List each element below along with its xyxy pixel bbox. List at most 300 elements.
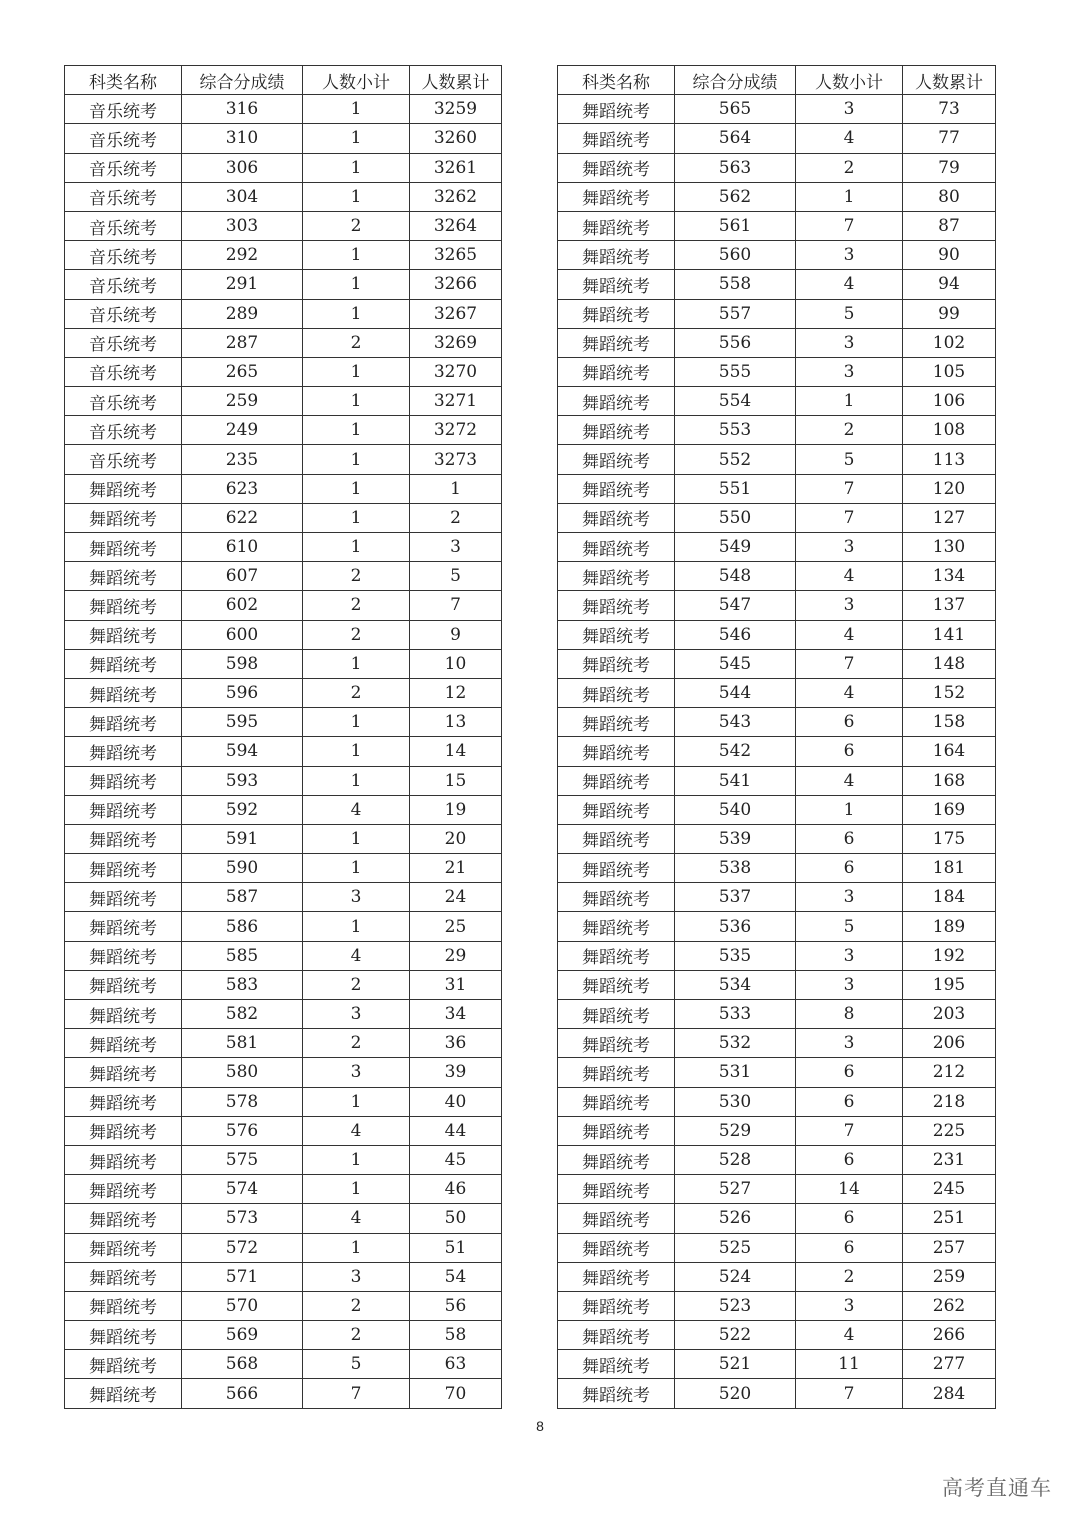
table-row [558, 1175, 996, 1204]
table-row [558, 474, 996, 503]
cell-cumulative: 148 [903, 649, 996, 678]
table-row [65, 1000, 502, 1029]
header-cumulative: 人数累计 [410, 66, 502, 95]
cell-cumulative: 189 [903, 912, 996, 941]
table-row [558, 737, 996, 766]
cell-score: 554 [675, 387, 796, 416]
cell-count: 11 [796, 1350, 903, 1379]
table-row [65, 211, 502, 240]
cell-count: 4 [796, 270, 903, 299]
cell-count: 2 [303, 970, 410, 999]
table-row [65, 241, 502, 270]
table-body-right [558, 95, 996, 1408]
cell-cumulative: 34 [410, 1000, 502, 1029]
cell-count: 3 [303, 1000, 410, 1029]
cell-cumulative: 79 [903, 153, 996, 182]
cell-cumulative: 106 [903, 387, 996, 416]
cell-score: 600 [182, 620, 303, 649]
table-row [558, 416, 996, 445]
cell-cumulative: 130 [903, 533, 996, 562]
cell-count: 1 [303, 153, 410, 182]
cell-score: 598 [182, 649, 303, 678]
table-row [558, 533, 996, 562]
table-row [558, 766, 996, 795]
cell-score: 525 [675, 1233, 796, 1262]
cell-count: 4 [796, 562, 903, 591]
cell-count: 1 [303, 299, 410, 328]
table-row [558, 795, 996, 824]
cell-count: 4 [796, 124, 903, 153]
cell-cumulative: 80 [903, 182, 996, 211]
cell-score: 560 [675, 241, 796, 270]
table-row [65, 795, 502, 824]
cell-cumulative: 181 [903, 854, 996, 883]
cell-score: 544 [675, 678, 796, 707]
table-row [558, 95, 996, 124]
cell-score: 265 [182, 357, 303, 386]
cell-count: 3 [796, 328, 903, 357]
cell-count: 3 [796, 533, 903, 562]
cell-count: 7 [796, 1379, 903, 1408]
cell-subject: 音乐统考 [65, 211, 182, 240]
cell-count: 1 [303, 270, 410, 299]
cell-score: 571 [182, 1262, 303, 1291]
cell-score: 561 [675, 211, 796, 240]
cell-subject: 舞蹈统考 [558, 824, 675, 853]
cell-cumulative: 231 [903, 1145, 996, 1174]
table-row [65, 562, 502, 591]
cell-subject: 舞蹈统考 [558, 95, 675, 124]
table-header-row [65, 66, 502, 95]
cell-count: 1 [303, 912, 410, 941]
cell-cumulative: 21 [410, 854, 502, 883]
cell-subject: 舞蹈统考 [65, 1233, 182, 1262]
cell-subject: 舞蹈统考 [558, 357, 675, 386]
cell-count: 5 [303, 1350, 410, 1379]
cell-score: 585 [182, 941, 303, 970]
cell-score: 548 [675, 562, 796, 591]
cell-subject: 舞蹈统考 [558, 708, 675, 737]
table-header-row [558, 66, 996, 95]
table-row [558, 1145, 996, 1174]
cell-count: 3 [303, 883, 410, 912]
cell-subject: 舞蹈统考 [558, 241, 675, 270]
cell-count: 1 [303, 824, 410, 853]
cell-cumulative: 3273 [410, 445, 502, 474]
cell-subject: 舞蹈统考 [65, 1262, 182, 1291]
cell-subject: 舞蹈统考 [65, 766, 182, 795]
cell-count: 1 [303, 182, 410, 211]
cell-score: 532 [675, 1029, 796, 1058]
cell-count: 7 [796, 1116, 903, 1145]
cell-score: 556 [675, 328, 796, 357]
table-row [65, 708, 502, 737]
cell-cumulative: 54 [410, 1262, 502, 1291]
cell-cumulative: 102 [903, 328, 996, 357]
cell-cumulative: 3272 [410, 416, 502, 445]
cell-score: 287 [182, 328, 303, 357]
cell-cumulative: 90 [903, 241, 996, 270]
cell-score: 592 [182, 795, 303, 824]
cell-count: 1 [303, 1145, 410, 1174]
cell-score: 524 [675, 1262, 796, 1291]
cell-subject: 音乐统考 [65, 387, 182, 416]
cell-cumulative: 277 [903, 1350, 996, 1379]
cell-subject: 舞蹈统考 [558, 1058, 675, 1087]
header-count: 人数小计 [796, 66, 903, 95]
cell-count: 3 [796, 941, 903, 970]
header-score: 综合分成绩 [675, 66, 796, 95]
cell-subject: 舞蹈统考 [558, 766, 675, 795]
cell-cumulative: 134 [903, 562, 996, 591]
cell-score: 562 [675, 182, 796, 211]
cell-cumulative: 152 [903, 678, 996, 707]
cell-count: 6 [796, 1058, 903, 1087]
cell-count: 2 [303, 1321, 410, 1350]
cell-subject: 舞蹈统考 [65, 1145, 182, 1174]
cell-score: 547 [675, 591, 796, 620]
table-row [65, 854, 502, 883]
cell-subject: 舞蹈统考 [558, 1204, 675, 1233]
cell-subject: 舞蹈统考 [558, 1175, 675, 1204]
cell-subject: 舞蹈统考 [65, 1175, 182, 1204]
cell-count: 3 [796, 1291, 903, 1320]
cell-subject: 舞蹈统考 [65, 708, 182, 737]
cell-cumulative: 3259 [410, 95, 502, 124]
cell-subject: 舞蹈统考 [558, 1350, 675, 1379]
cell-score: 564 [675, 124, 796, 153]
cell-score: 572 [182, 1233, 303, 1262]
cell-subject: 舞蹈统考 [558, 1321, 675, 1350]
cell-subject: 舞蹈统考 [558, 328, 675, 357]
table-row [558, 824, 996, 853]
cell-count: 1 [303, 95, 410, 124]
cell-subject: 舞蹈统考 [558, 620, 675, 649]
cell-cumulative: 266 [903, 1321, 996, 1350]
cell-cumulative: 192 [903, 941, 996, 970]
cell-cumulative: 9 [410, 620, 502, 649]
cell-count: 1 [303, 445, 410, 474]
cell-cumulative: 3265 [410, 241, 502, 270]
cell-score: 535 [675, 941, 796, 970]
cell-score: 587 [182, 883, 303, 912]
cell-subject: 舞蹈统考 [558, 474, 675, 503]
cell-subject: 音乐统考 [65, 299, 182, 328]
cell-score: 537 [675, 883, 796, 912]
table-row [558, 649, 996, 678]
table-row [65, 474, 502, 503]
table-row [558, 1379, 996, 1408]
cell-subject: 舞蹈统考 [558, 153, 675, 182]
cell-subject: 舞蹈统考 [65, 1029, 182, 1058]
cell-subject: 舞蹈统考 [65, 824, 182, 853]
cell-count: 1 [303, 124, 410, 153]
table-row [65, 357, 502, 386]
cell-cumulative: 20 [410, 824, 502, 853]
cell-cumulative: 15 [410, 766, 502, 795]
watermark: 高考直通车 [942, 1476, 1052, 1500]
cell-cumulative: 3266 [410, 270, 502, 299]
cell-subject: 舞蹈统考 [65, 737, 182, 766]
table-row [558, 1321, 996, 1350]
cell-subject: 舞蹈统考 [65, 533, 182, 562]
cell-subject: 舞蹈统考 [558, 649, 675, 678]
cell-count: 7 [796, 474, 903, 503]
cell-subject: 舞蹈统考 [558, 1233, 675, 1262]
cell-cumulative: 168 [903, 766, 996, 795]
cell-count: 4 [303, 795, 410, 824]
table-row [65, 766, 502, 795]
table-row [558, 1233, 996, 1262]
cell-score: 292 [182, 241, 303, 270]
cell-count: 1 [303, 649, 410, 678]
table-row [65, 912, 502, 941]
cell-cumulative: 284 [903, 1379, 996, 1408]
table-row [65, 678, 502, 707]
table-row [65, 95, 502, 124]
cell-count: 2 [303, 591, 410, 620]
cell-score: 526 [675, 1204, 796, 1233]
cell-cumulative: 1 [410, 474, 502, 503]
cell-count: 6 [796, 1204, 903, 1233]
cell-cumulative: 19 [410, 795, 502, 824]
cell-count: 3 [796, 591, 903, 620]
table-row [65, 649, 502, 678]
header-subject: 科类名称 [558, 66, 675, 95]
table-row [65, 533, 502, 562]
cell-score: 531 [675, 1058, 796, 1087]
table-row [558, 182, 996, 211]
cell-score: 622 [182, 503, 303, 532]
cell-score: 536 [675, 912, 796, 941]
cell-cumulative: 108 [903, 416, 996, 445]
cell-cumulative: 36 [410, 1029, 502, 1058]
cell-score: 602 [182, 591, 303, 620]
cell-count: 7 [796, 211, 903, 240]
table-row [558, 912, 996, 941]
table-row [65, 970, 502, 999]
cell-cumulative: 12 [410, 678, 502, 707]
cell-subject: 舞蹈统考 [558, 445, 675, 474]
table-row [65, 1204, 502, 1233]
cell-count: 1 [303, 533, 410, 562]
cell-score: 534 [675, 970, 796, 999]
cell-cumulative: 3270 [410, 357, 502, 386]
cell-cumulative: 175 [903, 824, 996, 853]
cell-subject: 舞蹈统考 [65, 649, 182, 678]
cell-count: 5 [796, 299, 903, 328]
cell-count: 3 [796, 1029, 903, 1058]
table-row [65, 1350, 502, 1379]
cell-cumulative: 29 [410, 941, 502, 970]
cell-score: 528 [675, 1145, 796, 1174]
cell-score: 551 [675, 474, 796, 503]
cell-cumulative: 7 [410, 591, 502, 620]
cell-cumulative: 3269 [410, 328, 502, 357]
cell-cumulative: 50 [410, 1204, 502, 1233]
table-row [65, 1379, 502, 1408]
cell-cumulative: 257 [903, 1233, 996, 1262]
table-row [65, 941, 502, 970]
cell-cumulative: 40 [410, 1087, 502, 1116]
cell-count: 3 [796, 95, 903, 124]
cell-subject: 舞蹈统考 [65, 503, 182, 532]
cell-cumulative: 3260 [410, 124, 502, 153]
cell-subject: 舞蹈统考 [65, 854, 182, 883]
cell-score: 563 [675, 153, 796, 182]
cell-subject: 舞蹈统考 [558, 1291, 675, 1320]
cell-cumulative: 3271 [410, 387, 502, 416]
cell-subject: 舞蹈统考 [558, 970, 675, 999]
cell-count: 2 [796, 416, 903, 445]
cell-score: 553 [675, 416, 796, 445]
cell-score: 550 [675, 503, 796, 532]
cell-subject: 舞蹈统考 [65, 970, 182, 999]
table-row [65, 737, 502, 766]
cell-cumulative: 99 [903, 299, 996, 328]
table-row [558, 1350, 996, 1379]
cell-count: 3 [796, 883, 903, 912]
table-row [558, 883, 996, 912]
cell-subject: 舞蹈统考 [558, 883, 675, 912]
table-row [65, 328, 502, 357]
cell-cumulative: 184 [903, 883, 996, 912]
cell-score: 545 [675, 649, 796, 678]
cell-cumulative: 158 [903, 708, 996, 737]
table-row [65, 1321, 502, 1350]
page-number: 8 [536, 1418, 544, 1434]
cell-subject: 音乐统考 [65, 241, 182, 270]
table-row [558, 1058, 996, 1087]
cell-subject: 音乐统考 [65, 124, 182, 153]
cell-score: 593 [182, 766, 303, 795]
table-row [65, 387, 502, 416]
cell-subject: 舞蹈统考 [65, 678, 182, 707]
cell-score: 235 [182, 445, 303, 474]
cell-count: 6 [796, 824, 903, 853]
cell-count: 5 [796, 912, 903, 941]
cell-subject: 舞蹈统考 [65, 941, 182, 970]
cell-cumulative: 39 [410, 1058, 502, 1087]
cell-score: 575 [182, 1145, 303, 1174]
cell-count: 1 [303, 854, 410, 883]
cell-score: 590 [182, 854, 303, 883]
cell-cumulative: 113 [903, 445, 996, 474]
cell-cumulative: 87 [903, 211, 996, 240]
cell-score: 304 [182, 182, 303, 211]
cell-cumulative: 10 [410, 649, 502, 678]
cell-score: 610 [182, 533, 303, 562]
cell-subject: 舞蹈统考 [558, 912, 675, 941]
cell-cumulative: 251 [903, 1204, 996, 1233]
cell-score: 555 [675, 357, 796, 386]
cell-cumulative: 3 [410, 533, 502, 562]
cell-count: 1 [303, 474, 410, 503]
cell-count: 4 [796, 678, 903, 707]
cell-count: 4 [303, 941, 410, 970]
cell-count: 6 [796, 1145, 903, 1174]
cell-subject: 舞蹈统考 [558, 941, 675, 970]
table-row [65, 1175, 502, 1204]
cell-count: 1 [303, 708, 410, 737]
cell-count: 2 [303, 562, 410, 591]
cell-count: 8 [796, 1000, 903, 1029]
cell-subject: 舞蹈统考 [65, 620, 182, 649]
table-row [65, 299, 502, 328]
table-row [558, 854, 996, 883]
cell-subject: 舞蹈统考 [558, 299, 675, 328]
cell-count: 2 [303, 620, 410, 649]
table-row [558, 1262, 996, 1291]
cell-subject: 舞蹈统考 [65, 1000, 182, 1029]
cell-subject: 舞蹈统考 [65, 1291, 182, 1320]
cell-subject: 舞蹈统考 [65, 1116, 182, 1145]
cell-score: 557 [675, 299, 796, 328]
cell-score: 573 [182, 1204, 303, 1233]
cell-cumulative: 218 [903, 1087, 996, 1116]
cell-count: 1 [303, 357, 410, 386]
header-subject: 科类名称 [65, 66, 182, 95]
cell-count: 3 [796, 970, 903, 999]
score-table-left [64, 65, 502, 1409]
cell-score: 541 [675, 766, 796, 795]
table-row [558, 678, 996, 707]
cell-subject: 舞蹈统考 [558, 591, 675, 620]
table-row [65, 1058, 502, 1087]
cell-count: 2 [303, 1029, 410, 1058]
cell-score: 574 [182, 1175, 303, 1204]
cell-subject: 舞蹈统考 [558, 678, 675, 707]
cell-cumulative: 127 [903, 503, 996, 532]
cell-score: 591 [182, 824, 303, 853]
cell-subject: 舞蹈统考 [65, 912, 182, 941]
cell-score: 558 [675, 270, 796, 299]
cell-subject: 舞蹈统考 [65, 1379, 182, 1408]
cell-score: 607 [182, 562, 303, 591]
cell-count: 4 [796, 620, 903, 649]
cell-cumulative: 25 [410, 912, 502, 941]
cell-cumulative: 2 [410, 503, 502, 532]
cell-subject: 舞蹈统考 [65, 591, 182, 620]
table-row [558, 1000, 996, 1029]
cell-subject: 音乐统考 [65, 182, 182, 211]
cell-subject: 舞蹈统考 [558, 533, 675, 562]
cell-subject: 舞蹈统考 [558, 270, 675, 299]
cell-score: 316 [182, 95, 303, 124]
cell-cumulative: 105 [903, 357, 996, 386]
cell-cumulative: 45 [410, 1145, 502, 1174]
cell-score: 594 [182, 737, 303, 766]
cell-subject: 舞蹈统考 [558, 1379, 675, 1408]
cell-cumulative: 141 [903, 620, 996, 649]
table-row [65, 124, 502, 153]
cell-subject: 音乐统考 [65, 416, 182, 445]
table-row [558, 591, 996, 620]
cell-cumulative: 14 [410, 737, 502, 766]
cell-count: 1 [303, 387, 410, 416]
cell-score: 566 [182, 1379, 303, 1408]
cell-subject: 舞蹈统考 [65, 1087, 182, 1116]
cell-score: 586 [182, 912, 303, 941]
cell-subject: 音乐统考 [65, 270, 182, 299]
cell-score: 527 [675, 1175, 796, 1204]
cell-count: 7 [796, 649, 903, 678]
cell-count: 14 [796, 1175, 903, 1204]
header-count: 人数小计 [303, 66, 410, 95]
cell-count: 1 [796, 387, 903, 416]
cell-score: 583 [182, 970, 303, 999]
cell-score: 522 [675, 1321, 796, 1350]
